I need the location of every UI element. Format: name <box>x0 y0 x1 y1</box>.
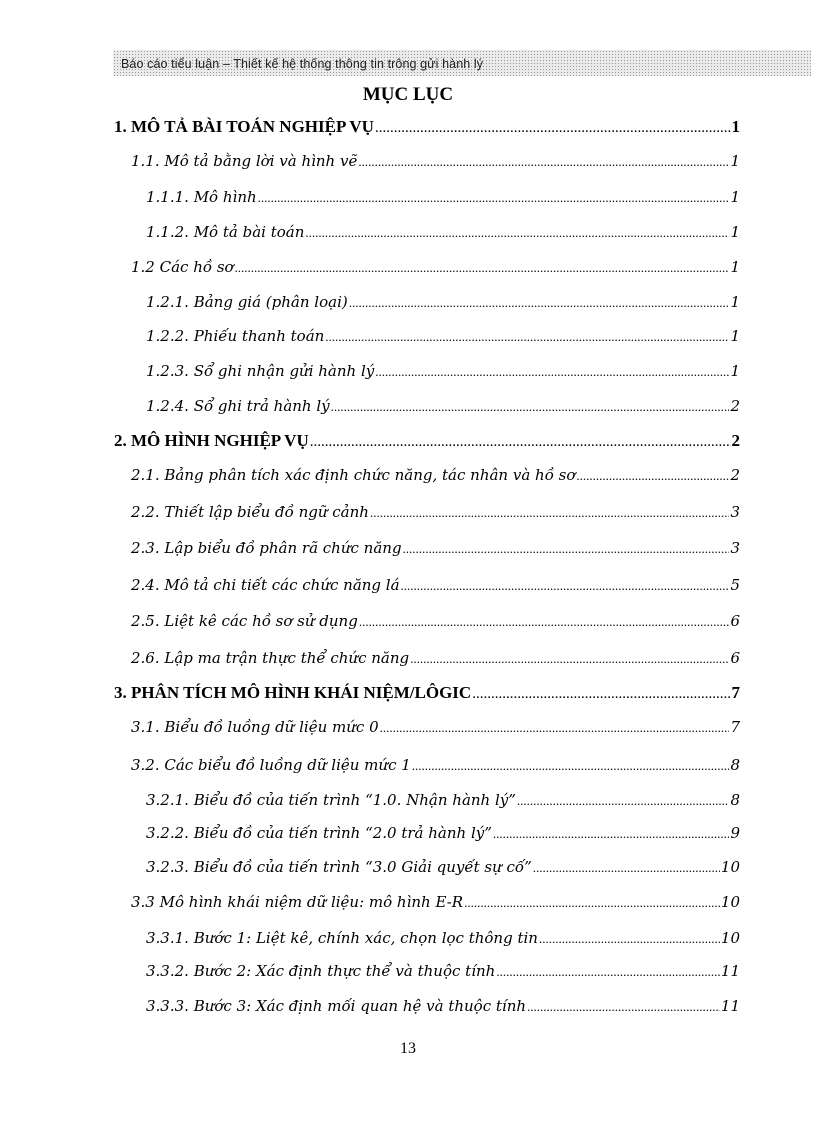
toc-entry-text: 1.2.4. Sổ ghi trả hành lý <box>146 397 330 415</box>
toc-entry-page: 2 <box>730 466 740 484</box>
toc-entry-text: 3.3.1. Bước 1: Liệt kê, chính xác, chọn lọc thông tin <box>146 929 538 947</box>
toc-entry[interactable] <box>146 791 740 815</box>
toc-entry-page: 1 <box>730 152 740 170</box>
toc-entry[interactable] <box>146 824 740 848</box>
dot-leader <box>493 826 730 842</box>
toc-entry[interactable] <box>131 503 740 527</box>
toc-entry[interactable] <box>131 612 740 636</box>
toc-entry[interactable] <box>146 997 740 1021</box>
toc-entry-text: 2.4. Mô tả chi tiết các chức năng lá <box>131 576 400 594</box>
toc-entry-page: 8 <box>730 756 740 774</box>
dot-leader <box>412 758 730 774</box>
toc-entry-text: 2.1. Bảng phân tích xác định chức năng, tác nhân và hồ sơ <box>131 466 576 484</box>
dot-leader <box>310 434 731 451</box>
toc-entry-page: 11 <box>720 962 740 980</box>
toc-entry-text: 3.2.1. Biểu đồ của tiến trình “1.0. Nhận hành lý” <box>146 791 516 809</box>
dot-leader <box>539 931 720 947</box>
dot-leader <box>235 260 730 276</box>
toc-entry-text: 2.2. Thiết lập biểu đồ ngữ cảnh <box>131 503 369 521</box>
toc-entry-page: 10 <box>720 929 740 947</box>
dot-leader <box>375 120 731 137</box>
toc-entry-page: 1 <box>730 362 740 380</box>
toc-entry[interactable] <box>146 858 740 882</box>
toc-entry-text: 3.3 Mô hình khái niệm dữ liệu: mô hình E-R <box>131 893 464 911</box>
toc-entry-page: 7 <box>731 683 740 702</box>
toc-entry[interactable] <box>131 539 740 563</box>
toc-entry-text: 1. MÔ TẢ BÀI TOÁN NGHIỆP VỤ <box>114 117 374 136</box>
dot-leader <box>358 154 729 170</box>
toc-entry-text: 3. PHÂN TÍCH MÔ HÌNH KHÁI NIỆM/LÔGIC <box>114 683 472 702</box>
toc-entry[interactable] <box>114 431 740 455</box>
toc-entry-page: 9 <box>730 824 740 842</box>
toc-entry[interactable] <box>146 929 740 953</box>
toc-entry-text: 3.2.2. Biểu đồ của tiến trình “2.0 trả hành lý” <box>146 824 492 842</box>
dot-leader <box>496 964 720 980</box>
dot-leader <box>403 541 730 557</box>
toc-entry[interactable] <box>131 576 740 600</box>
dot-leader <box>527 999 720 1015</box>
toc-entry[interactable] <box>131 893 740 917</box>
toc-entry[interactable] <box>146 293 740 317</box>
toc-entry[interactable] <box>131 649 740 673</box>
toc-entry-text: 1.1.2. Mô tả bài toán <box>146 223 305 241</box>
dot-leader <box>331 399 730 415</box>
dot-leader <box>464 895 720 911</box>
toc-title: MỤC LỤC <box>362 84 454 105</box>
dot-leader <box>325 329 729 345</box>
dot-leader <box>401 578 730 594</box>
toc-entry-page: 1 <box>730 258 740 276</box>
toc-entry[interactable] <box>114 117 740 141</box>
toc-entry-page: 1 <box>731 117 740 136</box>
toc-entry-page: 5 <box>730 576 740 594</box>
toc-entry-page: 1 <box>730 223 740 241</box>
dot-leader <box>576 468 729 484</box>
toc-entry[interactable] <box>146 327 740 351</box>
toc-entry-page: 6 <box>730 612 740 630</box>
toc-entry[interactable] <box>131 718 740 742</box>
toc-entry-text: 1.1. Mô tả bằng lời và hình vẽ <box>131 152 358 170</box>
toc-entry-text: 1.2.2. Phiếu thanh toán <box>146 327 325 345</box>
toc-entry[interactable] <box>131 466 740 490</box>
page-number: 13 <box>400 1040 416 1057</box>
toc-entry[interactable] <box>146 362 740 386</box>
toc-entry-text: 2.3. Lập biểu đồ phân rã chức năng <box>131 539 402 557</box>
toc-entry-page: 2 <box>731 431 740 450</box>
toc-entry[interactable] <box>131 152 740 176</box>
toc-entry[interactable] <box>146 223 740 247</box>
dot-leader <box>533 860 720 876</box>
dot-leader <box>305 225 729 241</box>
toc-entry-page: 1 <box>730 293 740 311</box>
toc-entry-page: 6 <box>730 649 740 667</box>
toc-entry-text: 3.3.3. Bước 3: Xác định mối quan hệ và thuộc tính <box>146 997 527 1015</box>
toc-entry-text: 1.2 Các hồ sơ <box>131 258 234 276</box>
toc-entry-text: 1.1.1. Mô hình <box>146 188 257 206</box>
toc-entry-text: 1.2.1. Bảng giá (phân loại) <box>146 293 348 311</box>
dot-leader <box>380 720 730 736</box>
dot-leader <box>472 686 730 703</box>
toc-entry-text: 3.2. Các biểu đồ luồng dữ liệu mức 1 <box>131 756 411 774</box>
toc-entry-text: 2.6. Lập ma trận thực thể chức năng <box>131 649 410 667</box>
running-header: Báo cáo tiểu luận – Thiết kế hệ thống thông tin trông gửi hành lý <box>121 57 484 71</box>
dot-leader <box>375 364 729 380</box>
toc-entry-page: 11 <box>720 997 740 1015</box>
toc-entry[interactable] <box>146 188 740 212</box>
toc-entry-text: 3.3.2. Bước 2: Xác định thực thể và thuộc tính <box>146 962 496 980</box>
dot-leader <box>517 793 730 809</box>
toc-entry[interactable] <box>146 397 740 421</box>
dot-leader <box>258 190 730 206</box>
toc-entry-text: 3.2.3. Biểu đồ của tiến trình “3.0 Giải quyết sự cố” <box>146 858 532 876</box>
toc-entry-page: 8 <box>730 791 740 809</box>
dot-leader <box>349 295 730 311</box>
toc-entry[interactable] <box>146 962 740 986</box>
toc-entry-text: 1.2.3. Sổ ghi nhận gửi hành lý <box>146 362 375 380</box>
toc-entry-page: 3 <box>730 503 740 521</box>
toc-entry-page: 10 <box>720 858 740 876</box>
toc-entry-page: 1 <box>730 327 740 345</box>
toc-entry-text: 2. MÔ HÌNH NGHIỆP VỤ <box>114 431 309 450</box>
dot-leader <box>359 614 730 630</box>
toc-entry[interactable] <box>114 683 740 707</box>
toc-entry[interactable] <box>131 756 740 780</box>
toc-entry-page: 7 <box>730 718 740 736</box>
toc-entry-page: 1 <box>730 188 740 206</box>
toc-entry[interactable] <box>131 258 740 282</box>
toc-entry-page: 10 <box>720 893 740 911</box>
dot-leader <box>410 651 729 667</box>
toc-entry-text: 3.1. Biểu đồ luồng dữ liệu mức 0 <box>131 718 379 736</box>
toc-entry-text: 2.5. Liệt kê các hồ sơ sử dụng <box>131 612 358 630</box>
dot-leader <box>370 505 730 521</box>
toc-entry-page: 3 <box>730 539 740 557</box>
toc-entry-page: 2 <box>730 397 740 415</box>
